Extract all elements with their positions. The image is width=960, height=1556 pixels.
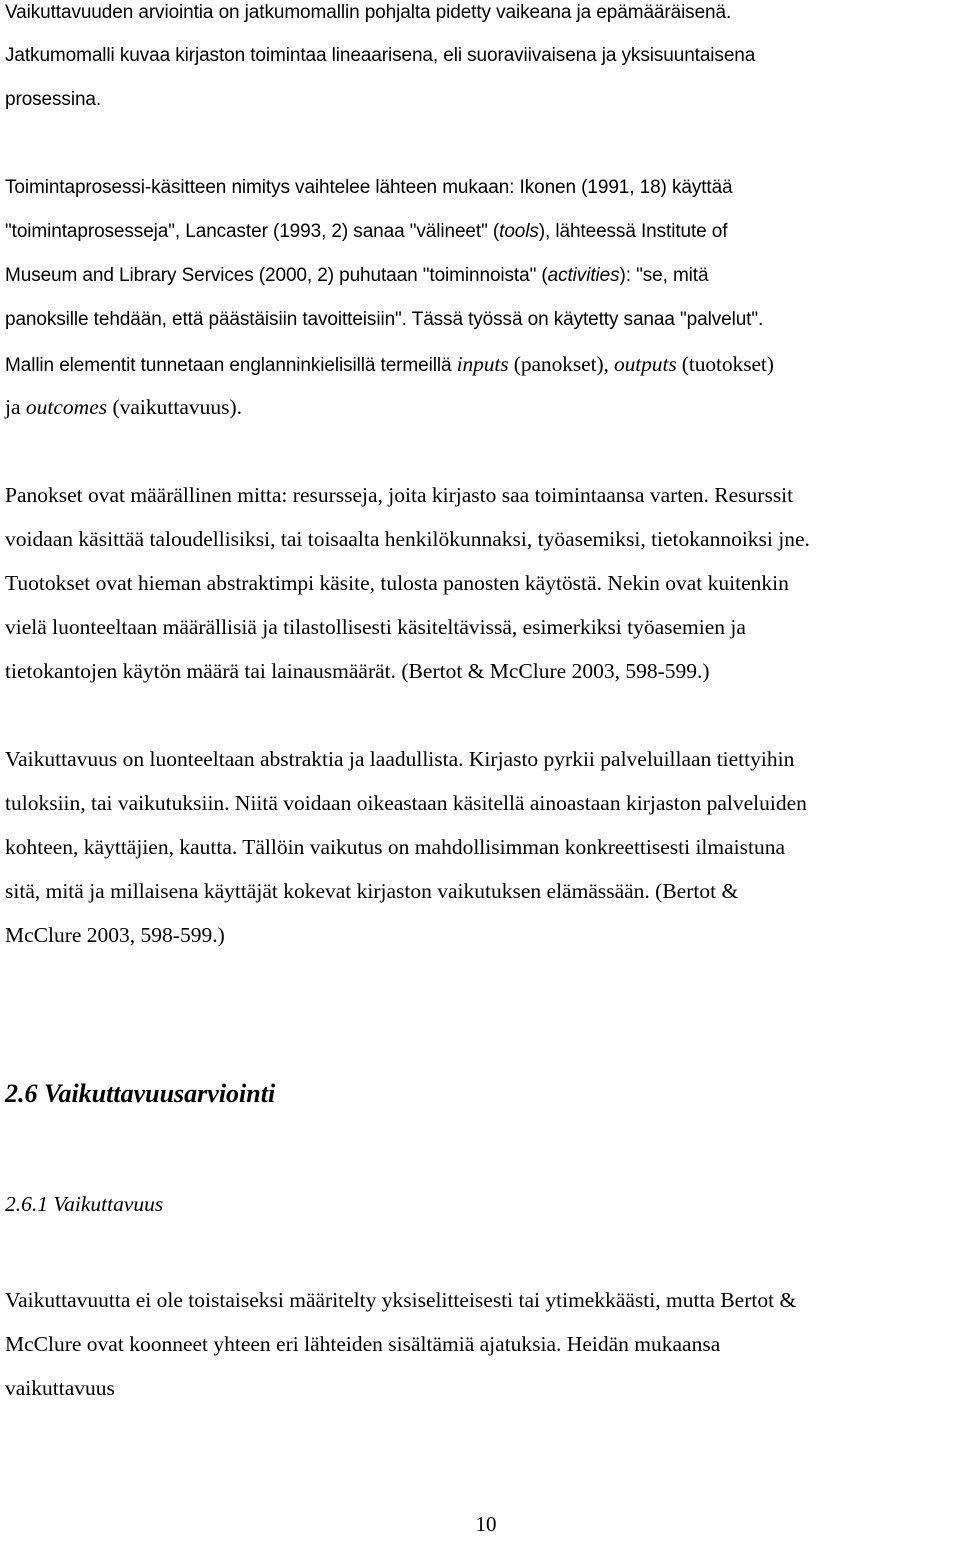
paragraph-4-line-5: McClure 2003, 598-599.) xyxy=(5,923,225,947)
paragraph-3-line-2: voidaan käsittää taloudellisiksi, tai toisaalta henkilökunnaksi, työasemiksi, tietokannoiksi jne. xyxy=(5,527,810,551)
term-tools: tools xyxy=(499,221,539,242)
term-outcomes: outcomes xyxy=(25,395,108,419)
page-number: 10 xyxy=(475,1512,497,1536)
paragraph-5-line-3: vaikuttavuus xyxy=(5,1376,115,1400)
paragraph-1-line-1: Vaikuttavuuden arviointia on jatkumomallin pohjalta pidetty vaikeana ja epämääräisenä. xyxy=(5,2,732,23)
paragraph-1-line-3: prosessina. xyxy=(5,89,102,110)
paragraph-5-line-2: McClure ovat koonneet yhteen eri lähteiden sisältämiä ajatuksia. Heidän mukaansa xyxy=(5,1332,721,1356)
paragraph-3-line-5: tietokantojen käytön määrä tai lainausmäärät. (Bertot & McClure 2003, 598-599.) xyxy=(5,659,710,683)
section-heading-2-6: 2.6 Vaikuttavuusarviointi xyxy=(5,1079,276,1108)
paragraph-2-line-6: ja outcomes (vaikuttavuus). xyxy=(5,395,243,419)
paragraph-3-line-1: Panokset ovat määrällinen mitta: resursseja, joita kirjasto saa toimintaansa varten. Resurssit xyxy=(5,483,794,507)
paragraph-2-line-1: Toimintaprosessi-käsitteen nimitys vaihtelee lähteen mukaan: Ikonen (1991, 18) käyttää xyxy=(5,177,733,198)
paragraph-3-line-4: vielä luonteeltaan määrällisiä ja tilastollisesti käsiteltävissä, esimerkiksi työasemien ja xyxy=(5,615,746,639)
paragraph-4-line-4: sitä, mitä ja millaisena käyttäjät kokevat kirjaston vaikutuksen elämässään. (Bertot & xyxy=(5,879,739,903)
paragraph-5-line-1: Vaikuttavuutta ei ole toistaiseksi määritelty yksiselitteisesti tai ytimekkäästi, mutta Bertot & xyxy=(5,1288,797,1312)
subsection-heading-2-6-1: 2.6.1 Vaikuttavuus xyxy=(5,1192,164,1216)
paragraph-3-line-3: Tuotokset ovat hieman abstraktimpi käsite, tulosta panosten käytöstä. Nekin ovat kuitenkin xyxy=(5,571,789,595)
paragraph-4-line-3: kohteen, käyttäjien, kautta. Tällöin vaikutus on mahdollisimman konkreettisesti ilmaistuna xyxy=(5,835,786,859)
paragraph-2-line-3: Museum and Library Services (2000, 2) puhutaan "toiminnoista" (activities): "se, mitä xyxy=(5,265,709,286)
term-outputs: outputs xyxy=(613,352,677,376)
paragraph-2-line-2: "toimintaprosesseja", Lancaster (1993, 2) sanaa "välineet" (tools), lähteessä Institute of xyxy=(5,221,728,242)
term-inputs: inputs xyxy=(456,352,509,376)
paragraph-2-line-5: Mallin elementit tunnetaan englanninkielisillä termeillä inputs (panokset), outputs (tuotokset) xyxy=(5,352,774,376)
term-activities: activities xyxy=(547,265,620,286)
paragraph-4-line-1: Vaikuttavuus on luonteeltaan abstraktia ja laadullista. Kirjasto pyrkii palveluillaan tiettyihin xyxy=(5,747,795,771)
paragraph-2-line-4: panoksille tehdään, että päästäisiin tavoitteisiin". Tässä työssä on käytetty sanaa "palvelut". xyxy=(5,309,764,330)
paragraph-4-line-2: tuloksiin, tai vaikutuksiin. Niitä voidaan oikeastaan käsitellä ainoastaan kirjaston palveluiden xyxy=(5,791,807,815)
paragraph-1-line-2: Jatkumomalli kuvaa kirjaston toimintaa lineaarisena, eli suoraviivaisena ja yksisuuntaisena xyxy=(5,45,756,66)
